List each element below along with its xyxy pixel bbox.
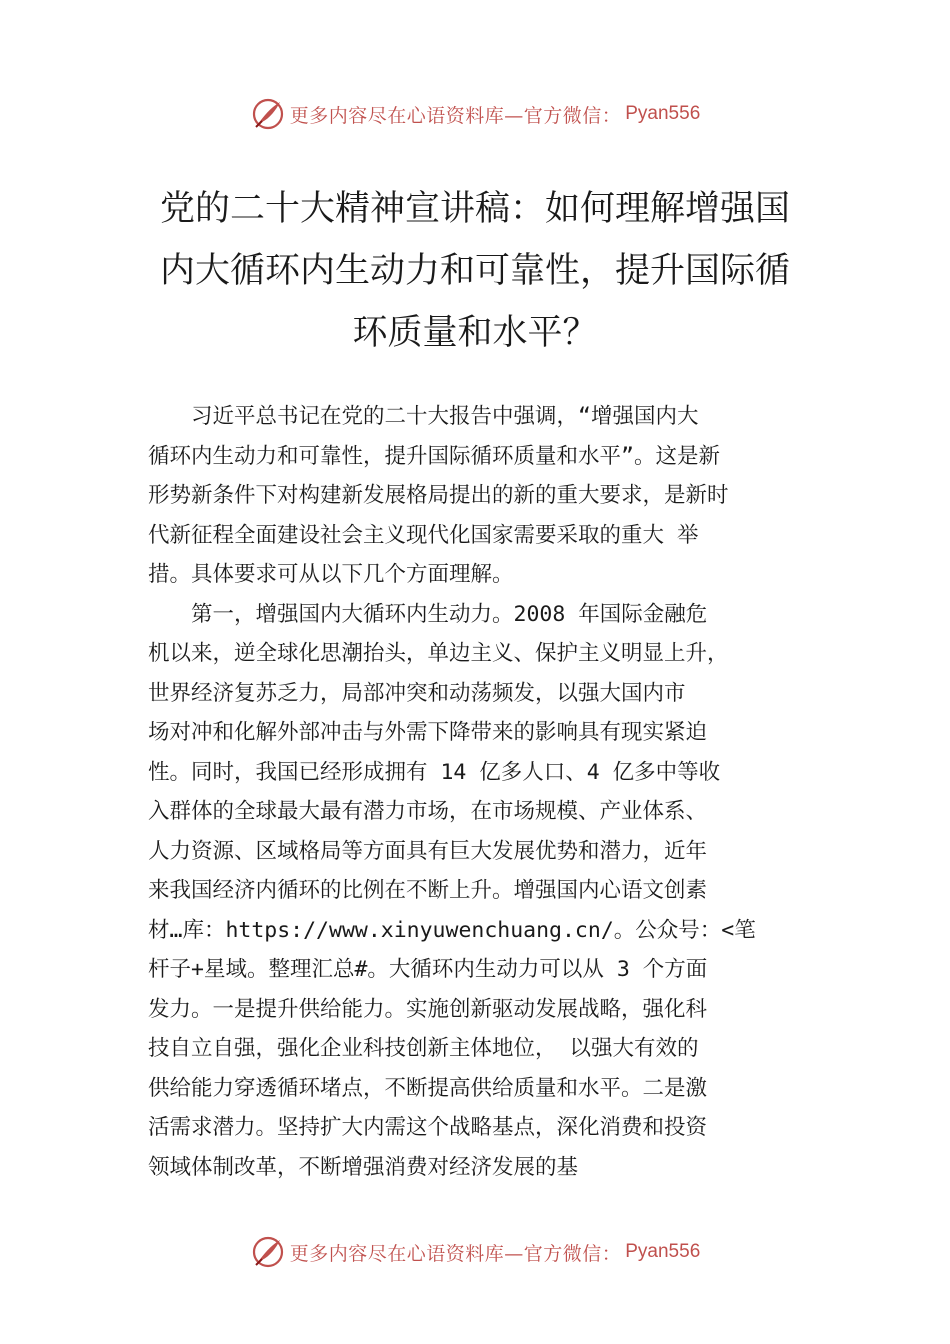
body-line: 入群体的全球最大最有潜力市场，在市场规模、产业体系、: [148, 799, 708, 824]
body-line: 形势新条件下对构建新发展格局提出的新的重大要求，是新时: [148, 483, 729, 508]
quill-pen-icon: [250, 96, 286, 132]
banner-wechat-id: Pyan556: [625, 103, 701, 124]
body-line: 措。具体要求可从以下几个方面理解。: [148, 562, 514, 587]
body-line: 世界经济复苏乏力，局部冲突和动荡频发，以强大国内市: [148, 680, 686, 706]
banner-text: 更多内容尽在心语资料库—官方微信：: [289, 1242, 622, 1265]
body-line: 习近平总书记在党的二十大报告中强调，“增强国内大: [148, 404, 699, 429]
body-line: 循环内生动力和可靠性，提升国际循环质量和水平”。这是新: [148, 443, 720, 469]
body-line: 第一，增强国内大循环内生动力。2008 年国际金融危: [148, 601, 708, 627]
banner-text: 更多内容尽在心语资料库—官方微信：: [289, 104, 622, 127]
body-line: 发力。一是提升供给能力。实施创新驱动发展战略，强化科: [148, 996, 708, 1022]
body-line: 材…库：https://www.xinyuwenchuang.cn/。公众号：<笔: [148, 917, 756, 943]
title-line: 内大循环内生动力和可靠性，提升国际循: [159, 251, 790, 291]
body-line: 领域体制改革，不断增强消费对经济发展的基: [148, 1154, 579, 1180]
body-line: 场对冲和化解外部冲击与外需下降带来的影响具有现实紧迫: [148, 720, 708, 745]
document-body: [148, 397, 808, 1187]
title-line: 环质量和水平？: [352, 313, 598, 353]
document-title: [150, 178, 800, 364]
header-banner: [0, 94, 950, 134]
body-line: 代新征程全面建设社会主义现代化国家需要采取的重大 举: [148, 522, 699, 548]
body-line: 人力资源、区域格局等方面具有巨大发展优势和潜力，近年: [148, 838, 708, 864]
body-line: 技自立自强，强化企业科技创新主体地位， 以强大有效的: [148, 1036, 699, 1061]
title-line: 党的二十大精神宣讲稿：如何理解增强国: [159, 189, 790, 229]
banner-wechat-id: Pyan556: [625, 1241, 701, 1262]
body-line: 来我国经济内循环的比例在不断上升。增强国内心语文创素: [148, 878, 708, 903]
body-line: 杆子+星域。整理汇总#。大循环内生动力可以从 3 个方面: [148, 957, 708, 982]
body-line: 性。同时，我国已经形成拥有 14 亿多人口、4 亿多中等收: [148, 759, 721, 785]
body-line: 机以来，逆全球化思潮抬头，单边主义、保护主义明显上升，: [148, 641, 729, 666]
body-line: 供给能力穿透循环堵点，不断提高供给质量和水平。二是激: [148, 1075, 708, 1101]
body-line: 活需求潜力。坚持扩大内需这个战略基点，深化消费和投资: [148, 1115, 708, 1140]
quill-pen-icon: [250, 1234, 286, 1270]
footer-banner: [0, 1232, 950, 1272]
